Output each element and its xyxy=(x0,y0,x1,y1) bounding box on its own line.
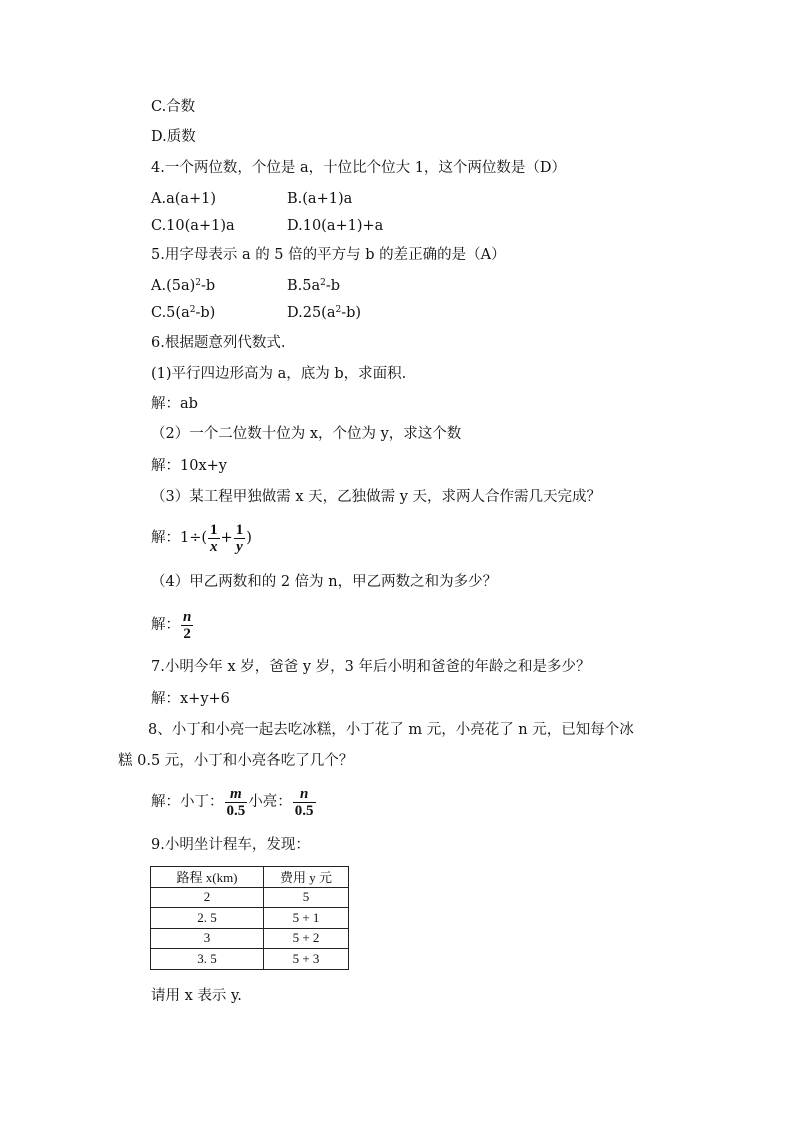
table-cell-fare: 5 xyxy=(264,887,349,908)
q5-option-c: $C.5(a^2-b)$ xyxy=(151,305,216,321)
table-row xyxy=(151,908,349,929)
table-cell-distance: 2. 5 xyxy=(151,908,264,929)
q6-part4: （4）甲乙两数和的 2 倍为 n，甲乙两数之和为多少？ xyxy=(151,574,498,590)
q5-options-row2 xyxy=(151,303,362,323)
table-row xyxy=(151,949,349,970)
q8-answer: 解：小丁： $\frac{m}{0.5}$ 小亮： $\frac{n}{0.5}$ xyxy=(151,785,314,819)
table-cell-distance: 2 xyxy=(151,887,264,908)
q4-option-a: A.a(a+1) xyxy=(151,191,217,207)
q4-question: 4.一个两位数，个位是 a，十位比个位大 1，这个两位数是（D） xyxy=(151,160,567,176)
q4-options-row1 xyxy=(151,189,353,209)
table-header-distance: 路程 x(km) xyxy=(151,867,264,888)
table-header-row xyxy=(151,867,349,888)
q6-question: 6.根据题意列代数式. xyxy=(151,335,286,351)
fraction-n-over-2: $\frac{n}{2}$ xyxy=(183,608,192,642)
q6-answer4: 解： $\frac{n}{2}$ xyxy=(151,608,192,642)
table-cell-distance: 3 xyxy=(151,928,264,949)
q5-question: 5.用字母表示 a 的 5 倍的平方与 b 的差正确的是（A） xyxy=(151,247,506,263)
q6-answer1: 解：ab xyxy=(151,396,198,412)
table-header-fare: 费用 y 元 xyxy=(264,867,349,888)
q6-answer2: 解：10x+y xyxy=(151,458,227,474)
q5-option-a: $A.(5a)^2-b$ xyxy=(151,278,216,294)
fraction-m-over-0.5: $\frac{m}{0.5}$ xyxy=(226,785,246,819)
q4-options-row2 xyxy=(151,216,384,236)
q6-part3: （3）某工程甲独做需 x 天，乙独做需 y 天，求两人合作需几天完成？ xyxy=(151,489,602,505)
q6-part1: (1)平行四边形高为 a，底为 b，求面积. xyxy=(151,366,407,382)
q6-part2: （2）一个二位数十位为 x，个位为 y，求这个数 xyxy=(151,426,462,442)
q4-option-c: C.10(a+1)a xyxy=(151,218,235,234)
table-cell-distance: 3. 5 xyxy=(151,949,264,970)
table-cell-fare: 5 + 3 xyxy=(264,949,349,970)
q6-answer3: 解：1÷( $\frac{1}{x}$ + $\frac{1}{y}$ ) xyxy=(151,521,252,555)
q7-answer: 解：x+y+6 xyxy=(151,691,230,707)
q9-question: 9.小明坐计程车，发现： xyxy=(151,837,310,853)
q7-question: 7.小明今年 x 岁，爸爸 y 岁，3 年后小明和爸爸的年龄之和是多少？ xyxy=(151,659,591,675)
q5-option-d: $D.25(a^2-b)$ xyxy=(287,305,362,321)
table-row xyxy=(151,928,349,949)
q3-option-c: C.合数 xyxy=(151,99,196,115)
fraction-1-over-x: $\frac{1}{x}$ xyxy=(210,521,218,555)
q9-instruction: 请用 x 表示 y. xyxy=(151,988,242,1004)
q3-option-d: D.质数 xyxy=(151,129,196,145)
q5-options-row1 xyxy=(151,276,341,296)
q4-option-d: D.10(a+1)+a xyxy=(287,218,384,234)
table-row xyxy=(151,887,349,908)
q8-question-line2: 糕 0.5 元，小丁和小亮各吃了几个？ xyxy=(118,753,354,769)
fraction-n-over-0.5: $\frac{n}{0.5}$ xyxy=(294,785,314,819)
table-cell-fare: 5 + 1 xyxy=(264,908,349,929)
table-cell-fare: 5 + 2 xyxy=(264,928,349,949)
fraction-1-over-y: $\frac{1}{y}$ xyxy=(235,521,244,555)
taxi-fare-table xyxy=(150,866,349,970)
q4-option-b: B.(a+1)a xyxy=(287,191,353,207)
q8-question-line1: 8、小丁和小亮一起去吃冰糕，小丁花了 m 元，小亮花了 n 元，已知每个冰 xyxy=(148,722,634,738)
q5-option-b: $B.5a^2-b$ xyxy=(287,278,341,294)
